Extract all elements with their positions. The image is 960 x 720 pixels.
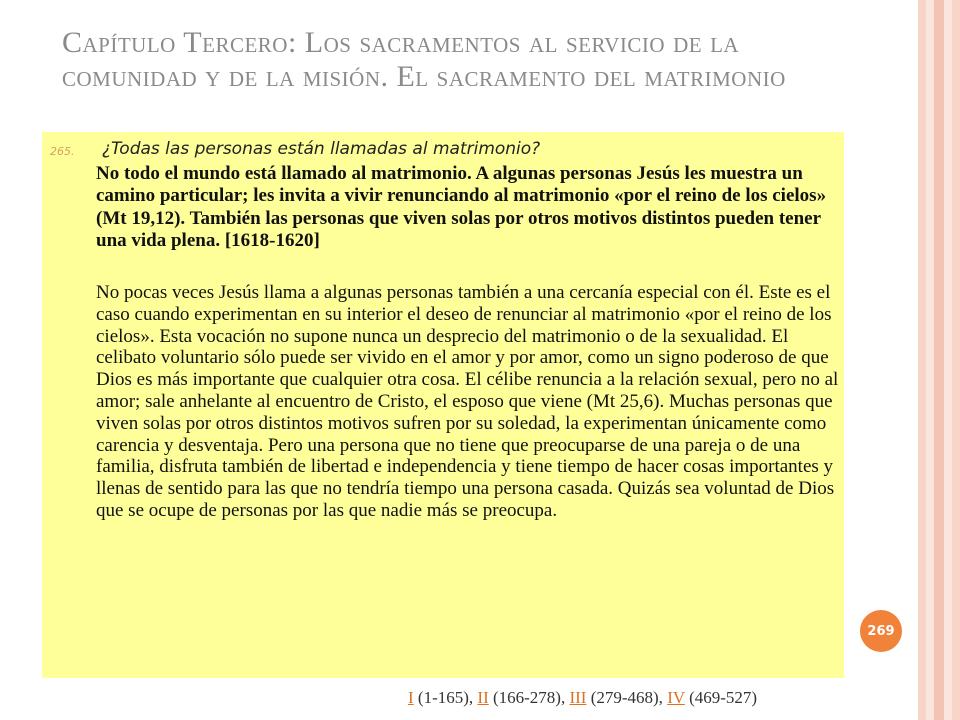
question-row: [42, 139, 844, 165]
answer-paragraph: No pocas veces Jesús llama a algunas personas también a una cercanía especial con él. Este es el caso cuando experimentan en su interior el deseo de renunciar al matrimonio «por el reino de los cielos». Esta vocación no supone nunca un desprecio del matrimonio o de la sexualidad. El celibato voluntario sólo puede ser vivido en el amor y por amor, como un signo poderoso de que Dios es más importante que cualquier otra cosa. El célibe renuncia a la relación sexual, pero no al amor; sale anhelante al encuentro de Cristo, el esposo que viene (Mt 25,6). Muchas personas que viven solas por otros distintos motivos sufren por su soledad, la experimentan únicamente como carencia y desventaja. Pero una persona que no tiene que preocuparse de una pareja o de una familia, disfruta también de libertad e independencia y tiene tiempo de hacer cosas importantes y llenas de sentido para las que no tendría tiempo una persona casada. Quizás sea voluntad de Dios que se ocupe de personas por las que nadie más se preocupa.: [96, 282, 839, 521]
question-text: ¿Todas las personas están llamadas al matrimonio?: [102, 139, 541, 159]
footer-nav: [408, 688, 848, 708]
slide-title: Capítulo Tercero: Los sacramentos al servicio de la comunidad y de la misión. El sacramento del matrimonio: [62, 26, 786, 93]
stripe: [934, 0, 944, 720]
content-panel: [42, 132, 844, 678]
page-number-badge: 269: [860, 610, 902, 652]
stripe: [918, 0, 926, 720]
footer-link-part-1[interactable]: I: [408, 688, 414, 707]
footer-range-part-4: (469-527): [689, 688, 758, 707]
stripe: [952, 0, 960, 720]
footer-range-part-3: (279-468),: [590, 688, 663, 707]
stripe: [926, 0, 934, 720]
footer-range-part-2: (166-278),: [492, 688, 566, 707]
stripe: [944, 0, 952, 720]
footer-link-part-3[interactable]: III: [569, 688, 587, 707]
answer-bold-paragraph: No todo el mundo está llamado al matrimonio. A algunas personas Jesús les muestra un camino particular; les invita a vivir renunciando al matrimonio «por el reino de los cielos» (Mt 19,12). También las personas que viven solas por otros motivos distintos pueden tener una vida plena. [1618-1620]: [96, 163, 827, 252]
footer-link-part-4[interactable]: IV: [667, 688, 685, 707]
decorative-stripes: [918, 0, 960, 720]
question-number: 265.: [50, 145, 75, 158]
footer-link-part-2[interactable]: II: [477, 688, 489, 707]
footer-range-part-1: (1-165),: [417, 688, 474, 707]
